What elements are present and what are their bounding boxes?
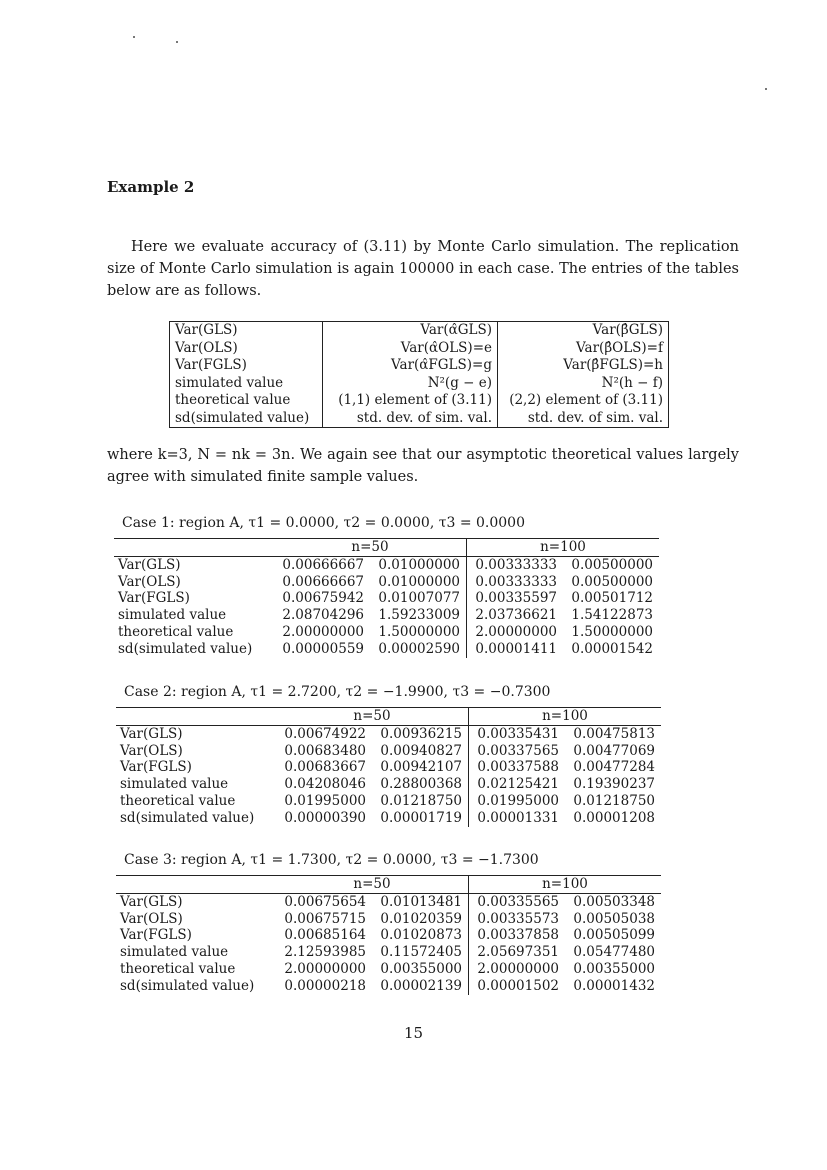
row-label: Var(GLS) — [118, 556, 181, 573]
legend-row — [170, 357, 669, 375]
table-row — [116, 944, 661, 961]
table-row — [116, 911, 661, 928]
table-row — [116, 893, 661, 910]
legend-row — [170, 410, 669, 428]
table-row — [116, 743, 661, 760]
value-cell: 0.19390237 — [573, 776, 655, 793]
section-heading: Example 2 — [107, 178, 195, 196]
legend-cell: Var(β̂FGLS)=h — [563, 357, 663, 373]
value-cell: 0.00337588 — [477, 759, 559, 776]
row-label: Var(GLS) — [120, 725, 183, 742]
value-cell: 0.00002139 — [372, 978, 469, 995]
row-label: Var(OLS) — [118, 573, 181, 590]
legend-cell: Var(α̂GLS) — [323, 322, 498, 340]
row-label: Var(GLS) — [120, 893, 183, 910]
value-cell: 2.12593985 — [284, 944, 366, 961]
legend-row — [170, 322, 669, 340]
value-cell: 0.00683480 — [284, 742, 366, 759]
legend-cell: N²(g − e) — [323, 375, 498, 393]
table-row — [114, 624, 659, 641]
row-label: simulated value — [120, 776, 229, 793]
case-3-title: Case 3: region A, τ1 = 1.7300, τ2 = 0.0000, τ3 = −1.7300 — [124, 852, 539, 868]
value-cell: 0.00001719 — [372, 810, 469, 827]
legend-cell: Var(FGLS) — [170, 357, 323, 375]
value-cell: 0.01995000 — [477, 792, 559, 809]
value-cell: 0.00002590 — [370, 641, 467, 658]
value-cell: 0.00503348 — [573, 893, 655, 910]
value-cell: 0.01020359 — [372, 911, 469, 928]
legend-cell: Var(OLS) — [170, 340, 323, 358]
value-cell: 2.03736621 — [475, 607, 557, 624]
value-cell: 0.00001432 — [573, 977, 655, 994]
row-label: theoretical value — [120, 792, 236, 809]
scan-speck — [765, 88, 767, 90]
value-cell: 2.00000000 — [282, 623, 364, 640]
value-cell: 2.08704296 — [282, 607, 364, 624]
header-blank — [114, 539, 274, 557]
value-cell: 0.00000390 — [284, 809, 366, 826]
value-cell: 0.01007077 — [370, 590, 467, 607]
scan-speck — [176, 41, 178, 43]
legend-row — [170, 375, 669, 393]
value-cell: 2.05697351 — [477, 944, 559, 961]
legend-cell: simulated value — [170, 375, 323, 393]
row-label: theoretical value — [118, 623, 234, 640]
case-2-title: Case 2: region A, τ1 = 2.7200, τ2 = −1.9900, τ3 = −0.7300 — [124, 684, 551, 700]
value-cell: 0.00335431 — [477, 725, 559, 742]
value-cell: 0.01218750 — [573, 792, 655, 809]
value-cell: 2.00000000 — [284, 960, 366, 977]
table-row — [114, 556, 659, 573]
row-label: simulated value — [118, 607, 227, 624]
value-cell: 0.00333333 — [475, 556, 557, 573]
where-paragraph: where k=3, N = nk = 3n. We again see that our asymptotic theoretical values largely agree with simulated finite sample values. — [107, 447, 739, 485]
value-cell: 0.00355000 — [573, 960, 655, 977]
intro-paragraph — [107, 236, 739, 302]
row-label: sd(simulated value) — [118, 640, 253, 657]
legend-row — [170, 340, 669, 358]
value-cell: 0.00335573 — [477, 910, 559, 927]
legend-cell: theoretical value — [170, 392, 323, 410]
value-cell: 0.00000218 — [284, 977, 366, 994]
value-cell: 0.00940827 — [372, 743, 469, 760]
intro-text: Here we evaluate accuracy of (3.11) by Monte Carlo simulation. The replication size of Monte Carlo simulation is again 100000 in each case. The entries of the tables below are as follows. — [107, 239, 739, 299]
table-row — [116, 725, 661, 742]
value-cell: 0.00666667 — [282, 573, 364, 590]
legend-cell: Var(β̂GLS) — [592, 322, 663, 338]
header-blank — [116, 876, 276, 894]
table-row — [116, 961, 661, 978]
value-cell: 0.00505038 — [573, 910, 655, 927]
value-cell: 0.28800368 — [372, 776, 469, 793]
value-cell: 1.54122873 — [571, 607, 653, 624]
table-header-row — [116, 876, 661, 894]
value-cell: 0.00674922 — [284, 725, 366, 742]
case-1-title: Case 1: region A, τ1 = 0.0000, τ2 = 0.0000, τ3 = 0.0000 — [122, 515, 525, 531]
scan-speck — [133, 36, 135, 38]
legend-cell: N²(h − f) — [601, 374, 663, 391]
legend-cell: Var(α̂OLS)=e — [323, 340, 498, 358]
table-row — [114, 641, 659, 658]
value-cell: 0.01000000 — [370, 556, 467, 573]
table-row — [114, 574, 659, 591]
value-cell: 1.59233009 — [370, 607, 467, 624]
legend-cell: std. dev. of sim. val. — [323, 410, 498, 428]
sample-size-header: n=100 — [467, 539, 660, 557]
row-label: Var(FGLS) — [120, 759, 192, 776]
value-cell: 0.01218750 — [372, 793, 469, 810]
table-row — [116, 776, 661, 793]
table-row — [116, 978, 661, 995]
value-cell: 0.00936215 — [372, 725, 469, 742]
legend-cell: std. dev. of sim. val. — [527, 409, 663, 426]
legend-cell: (1,1) element of (3.11) — [323, 392, 498, 410]
case-2-table — [116, 707, 661, 827]
legend-cell: Var(GLS) — [170, 322, 323, 340]
value-cell: 0.00001542 — [571, 640, 653, 657]
value-cell: 0.00477069 — [573, 742, 655, 759]
value-cell: 0.01020873 — [372, 927, 469, 944]
sample-size-header: n=50 — [274, 539, 467, 557]
row-label: Var(OLS) — [120, 910, 183, 927]
row-label: sd(simulated value) — [120, 809, 255, 826]
value-cell: 0.00683667 — [284, 759, 366, 776]
table-row — [114, 590, 659, 607]
value-cell: 2.00000000 — [477, 960, 559, 977]
value-cell: 0.04208046 — [284, 776, 366, 793]
value-cell: 0.00666667 — [282, 556, 364, 573]
table-row — [116, 793, 661, 810]
value-cell: 0.00675942 — [282, 590, 364, 607]
value-cell: 0.00500000 — [571, 573, 653, 590]
value-cell: 0.00475813 — [573, 725, 655, 742]
table-header-row — [116, 708, 661, 726]
sample-size-header: n=50 — [276, 876, 469, 894]
value-cell: 2.00000000 — [475, 623, 557, 640]
table-row — [116, 810, 661, 827]
value-cell: 0.00505099 — [573, 927, 655, 944]
legend-cell: Var(α̂FGLS)=g — [323, 357, 498, 375]
legend-table — [169, 321, 669, 428]
sample-size-header: n=100 — [469, 708, 662, 726]
row-label: theoretical value — [120, 960, 236, 977]
row-label: Var(FGLS) — [118, 590, 190, 607]
row-label: sd(simulated value) — [120, 977, 255, 994]
value-cell: 0.00337858 — [477, 927, 559, 944]
sample-size-header: n=50 — [276, 708, 469, 726]
value-cell: 0.00001502 — [477, 977, 559, 994]
value-cell: 0.02125421 — [477, 776, 559, 793]
value-cell: 1.50000000 — [571, 623, 653, 640]
value-cell: 0.00333333 — [475, 573, 557, 590]
case-1-table — [114, 538, 659, 658]
value-cell: 0.00001331 — [477, 809, 559, 826]
value-cell: 0.00000559 — [282, 640, 364, 657]
value-cell: 0.00001411 — [475, 640, 557, 657]
value-cell: 0.11572405 — [372, 944, 469, 961]
row-label: Var(FGLS) — [120, 927, 192, 944]
value-cell: 0.00355000 — [372, 961, 469, 978]
table-row — [116, 927, 661, 944]
header-blank — [116, 708, 276, 726]
legend-cell: sd(simulated value) — [170, 410, 323, 428]
value-cell: 0.00501712 — [571, 590, 653, 607]
legend-cell: (2,2) element of (3.11) — [509, 392, 663, 408]
case-3-table — [116, 875, 661, 995]
table-row — [116, 759, 661, 776]
value-cell: 0.00500000 — [571, 556, 653, 573]
value-cell: 0.00685164 — [284, 927, 366, 944]
value-cell: 0.05477480 — [573, 944, 655, 961]
value-cell: 0.01000000 — [370, 574, 467, 591]
legend-cell: Var(β̂OLS)=f — [576, 339, 663, 356]
value-cell: 0.00337565 — [477, 742, 559, 759]
value-cell: 0.01995000 — [284, 792, 366, 809]
value-cell: 0.00942107 — [372, 759, 469, 776]
value-cell: 0.00675654 — [284, 893, 366, 910]
table-header-row — [114, 539, 659, 557]
value-cell: 0.00477284 — [573, 759, 655, 776]
row-label: simulated value — [120, 944, 229, 961]
value-cell: 0.00675715 — [284, 910, 366, 927]
value-cell: 0.00335565 — [477, 893, 559, 910]
value-cell: 0.01013481 — [372, 893, 469, 910]
row-label: Var(OLS) — [120, 742, 183, 759]
page-number: 15 — [403, 1024, 424, 1042]
value-cell: 1.50000000 — [370, 624, 467, 641]
legend-row — [170, 392, 669, 410]
value-cell: 0.00001208 — [573, 809, 655, 826]
table-row — [114, 607, 659, 624]
sample-size-header: n=100 — [469, 876, 662, 894]
value-cell: 0.00335597 — [475, 590, 557, 607]
